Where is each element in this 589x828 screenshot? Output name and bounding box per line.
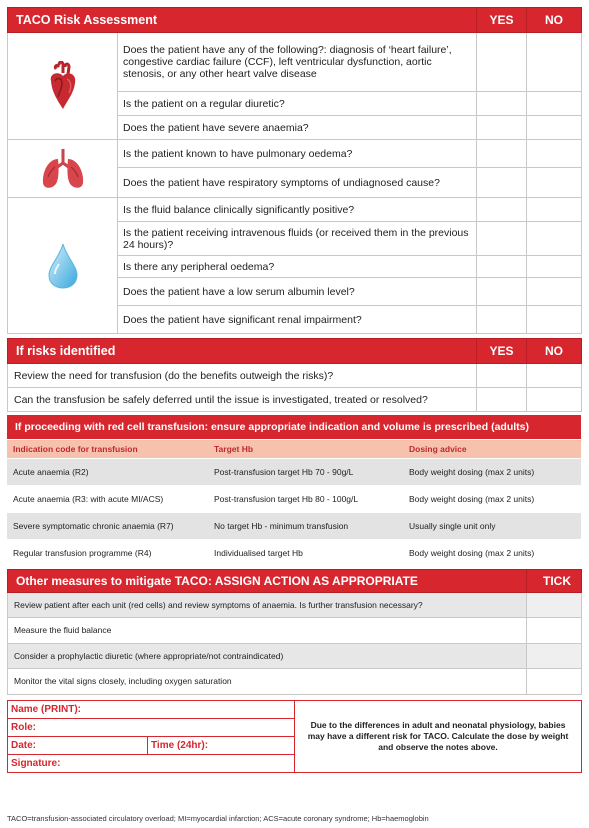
yes-checkbox-2[interactable] [477, 92, 527, 116]
no-checkbox-2[interactable] [527, 92, 582, 116]
dosing-cell: Body weight dosing (max 2 units) [403, 485, 581, 512]
time-field[interactable]: Time (24hr): [148, 736, 295, 754]
no-checkbox-4[interactable] [527, 140, 582, 168]
name-field[interactable]: Name (PRINT): [8, 700, 295, 718]
dosing-row [7, 512, 581, 539]
identified-row-1: Review the need for transfusion (do the benefits outweigh the risks)? [8, 364, 477, 388]
dosing-header-indication: Indication code for transfusion [7, 439, 208, 458]
identified-title: If risks identified [8, 339, 477, 364]
heart-icon [8, 33, 118, 140]
dosing-cell: Acute anaemia (R3: with acute MI/ACS) [7, 485, 208, 512]
water-drop-icon [8, 198, 118, 334]
date-field[interactable]: Date: [8, 736, 148, 754]
no-header: NO [527, 8, 582, 33]
no-checkbox-6[interactable] [527, 198, 582, 222]
dosing-cell: Post-transfusion target Hb 80 - 100g/L [208, 485, 403, 512]
identified-no-checkbox-1[interactable] [527, 364, 582, 388]
identified-row-2: Can the transfusion be safely deferred until the issue is investigated, treated or resolved? [8, 388, 477, 412]
dosing-table [7, 415, 581, 567]
question-5: Does the patient have respiratory symptoms of undiagnosed cause? [118, 168, 477, 198]
role-field[interactable]: Role: [8, 718, 295, 736]
tick-checkbox-2[interactable] [527, 617, 582, 643]
no-checkbox-8[interactable] [527, 256, 582, 278]
question-10: Does the patient have significant renal impairment? [118, 306, 477, 334]
mitigation-table [7, 569, 582, 695]
dosing-cell: Usually single unit only [403, 512, 581, 539]
dosing-cell: Acute anaemia (R2) [7, 458, 208, 485]
risk-assessment-table [7, 7, 582, 334]
dosing-cell: Severe symptomatic chronic anaemia (R7) [7, 512, 208, 539]
signature-field[interactable]: Signature: [8, 754, 295, 772]
mitigate-row-3: Consider a prophylactic diuretic (where appropriate/not contraindicated) [8, 643, 527, 668]
neonatal-note: Due to the differences in adult and neonatal physiology, babies may have a different risk for TACO. Calculate the dose by weight and observe the notes above. [295, 700, 582, 772]
dosing-cell: Body weight dosing (max 2 units) [403, 539, 581, 566]
dosing-row [7, 458, 581, 485]
dosing-cell: Regular transfusion programme (R4) [7, 539, 208, 566]
question-8: Is there any peripheral oedema? [118, 256, 477, 278]
mitigate-row-1: Review patient after each unit (red cells) and review symptoms of anaemia. Is further transfusion necessary? [8, 592, 527, 617]
dosing-title: If proceeding with red cell transfusion: ensure appropriate indication and volume is prescribed (adults) [7, 415, 581, 439]
abbreviations-footer: TACO=transfusion-associated circulatory overload; MI=myocardial infarction; ACS=acute coronary syndrome; Hb=haemoglobin [7, 814, 429, 823]
no-checkbox-5[interactable] [527, 168, 582, 198]
dosing-row [7, 539, 581, 566]
mitigate-row-2: Measure the fluid balance [8, 617, 527, 643]
yes-checkbox-8[interactable] [477, 256, 527, 278]
tick-header: TICK [527, 569, 582, 592]
dosing-cell: No target Hb - minimum transfusion [208, 512, 403, 539]
question-3: Does the patient have severe anaemia? [118, 116, 477, 140]
no-checkbox-1[interactable] [527, 33, 582, 92]
question-1: Does the patient have any of the following?: diagnosis of ‘heart failure’, congestive cardiac failure (CCF), left ventricular dysfunction, aortic stenosis, or any other heart valve disease [118, 33, 477, 92]
no-checkbox-3[interactable] [527, 116, 582, 140]
yes-checkbox-5[interactable] [477, 168, 527, 198]
no-checkbox-9[interactable] [527, 278, 582, 306]
dosing-cell: Individualised target Hb [208, 539, 403, 566]
question-9: Does the patient have a low serum albumin level? [118, 278, 477, 306]
dosing-cell: Body weight dosing (max 2 units) [403, 458, 581, 485]
question-4: Is the patient known to have pulmonary oedema? [118, 140, 477, 168]
risk-title: TACO Risk Assessment [8, 8, 477, 33]
yes-checkbox-4[interactable] [477, 140, 527, 168]
risks-identified-table [7, 338, 582, 412]
tick-checkbox-1[interactable] [527, 592, 582, 617]
identified-no-checkbox-2[interactable] [527, 388, 582, 412]
yes-checkbox-6[interactable] [477, 198, 527, 222]
tick-checkbox-3[interactable] [527, 643, 582, 668]
tick-checkbox-4[interactable] [527, 668, 582, 694]
yes-header: YES [477, 8, 527, 33]
yes-checkbox-10[interactable] [477, 306, 527, 334]
lungs-icon [8, 140, 118, 198]
dosing-header-target: Target Hb [208, 439, 403, 458]
question-6: Is the fluid balance clinically significantly positive? [118, 198, 477, 222]
identified-yes-checkbox-1[interactable] [477, 364, 527, 388]
mitigate-row-4: Monitor the vital signs closely, including oxygen saturation [8, 668, 527, 694]
dosing-cell: Post-transfusion target Hb 70 - 90g/L [208, 458, 403, 485]
taco-form [7, 7, 581, 773]
identified-no-header: NO [527, 339, 582, 364]
question-7: Is the patient receiving intravenous fluids (or received them in the previous 24 hours)? [118, 222, 477, 256]
identified-yes-header: YES [477, 339, 527, 364]
yes-checkbox-7[interactable] [477, 222, 527, 256]
no-checkbox-7[interactable] [527, 222, 582, 256]
no-checkbox-10[interactable] [527, 306, 582, 334]
signoff-table [7, 700, 582, 773]
identified-yes-checkbox-2[interactable] [477, 388, 527, 412]
yes-checkbox-3[interactable] [477, 116, 527, 140]
dosing-header-advice: Dosing advice [403, 439, 581, 458]
dosing-row [7, 485, 581, 512]
mitigate-title: Other measures to mitigate TACO: ASSIGN ACTION AS APPROPRIATE [8, 569, 527, 592]
yes-checkbox-9[interactable] [477, 278, 527, 306]
question-2: Is the patient on a regular diuretic? [118, 92, 477, 116]
yes-checkbox-1[interactable] [477, 33, 527, 92]
